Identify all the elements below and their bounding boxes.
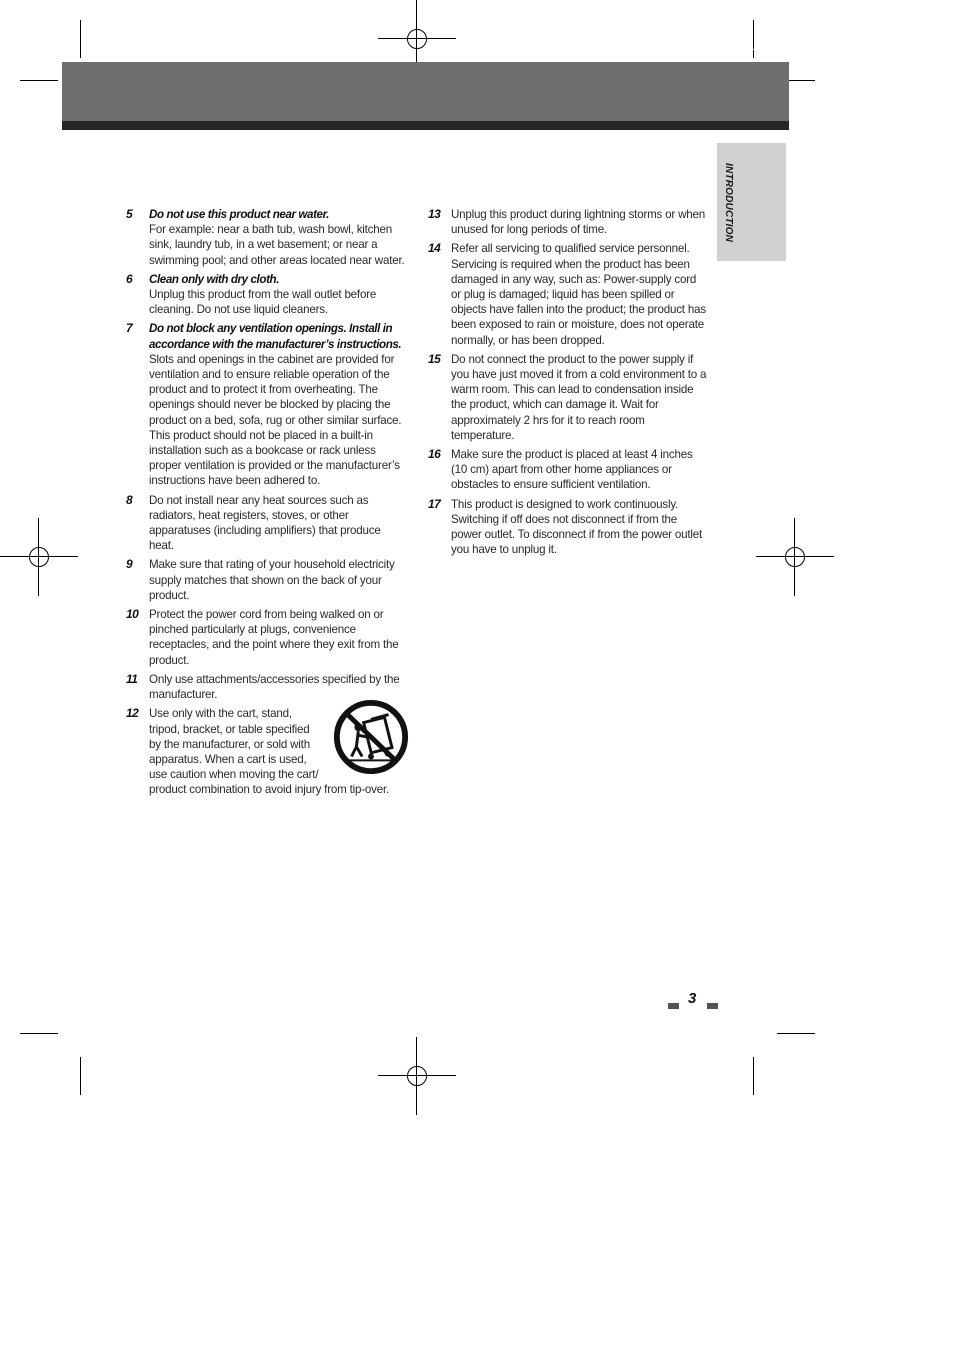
item-text: Do not install near any heat sources such as radiators, heat registers, stoves, or other apparatuses (including amplifiers) that produce heat.: [149, 493, 381, 553]
header-stripe: [62, 121, 789, 130]
chapter-tab-label: INTRODUCTION: [723, 163, 734, 243]
safeguard-item: [428, 207, 708, 237]
section-title: Important Safeguards: [742, 43, 871, 58]
safeguard-item: [126, 493, 406, 554]
page-number-marker: [707, 1003, 718, 1009]
crop-mark: [80, 1057, 81, 1095]
safeguard-item: [126, 557, 406, 603]
safeguard-item: [428, 241, 708, 347]
right-column: [428, 207, 708, 561]
item-number: 7: [126, 321, 133, 336]
item-text: For example: near a bath tub, wash bowl, kitchen sink, laundry tub, in a wet basement; or near a swimming pool; and other areas located near water.: [149, 223, 405, 267]
crop-mark: [20, 1033, 58, 1034]
item-text: Do not connect the product to the power supply if you have just moved it from a cold environment to a warm room. This can lead to condensation inside the product, which can damage it. Wait for approximately 2 hrs for it to reach room temperature.: [451, 352, 707, 442]
safeguard-item: [126, 706, 406, 797]
registration-mark: [756, 518, 834, 596]
item-number: 16: [428, 447, 441, 462]
header-band: [62, 62, 789, 130]
item-number: 11: [126, 671, 138, 686]
item-text: Use only with the cart, stand, tripod, bracket, or table specified by the manufacturer, or sold with apparatus. When a cart is used, use caution when moving the cart/ product combination to avoid injury from tip-over.: [149, 707, 390, 797]
cart-tip-over-warning-icon: [332, 698, 410, 776]
page-number-marker: [668, 1003, 679, 1009]
item-number: 8: [126, 492, 133, 507]
safeguard-item: [126, 272, 406, 318]
item-text: Unplug this product from the wall outlet before cleaning. Do not use liquid cleaners.: [149, 288, 377, 317]
registration-mark: [378, 1037, 456, 1115]
item-number: 9: [126, 557, 133, 572]
page-number: 3: [688, 990, 697, 1007]
safeguard-item: [126, 321, 406, 488]
crop-mark: [777, 1033, 815, 1034]
item-heading: Do not use this product near water.: [149, 208, 329, 221]
safeguard-item: [428, 497, 708, 558]
safeguard-item: [428, 352, 708, 443]
item-number: 15: [428, 351, 441, 366]
item-text: Make sure that rating of your household electricity supply matches that shown on the back of your product.: [149, 558, 395, 602]
item-number: 5: [126, 207, 133, 221]
safeguard-item: [126, 607, 406, 668]
item-text: Protect the power cord from being walked on or pinched particularly at plugs, convenience receptacles, and the point where they exit from the product.: [149, 608, 399, 667]
item-number: 10: [126, 607, 139, 622]
item-text: Unplug this product during lightning storms or when unused for long periods of time.: [451, 208, 706, 237]
crop-mark: [20, 80, 58, 81]
item-heading: Clean only with dry cloth.: [149, 272, 280, 286]
item-text: Make sure the product is placed at least 4 inches (10 cm) apart from other home appliances or obstacles to ensure sufficient ventilation.: [451, 448, 693, 492]
item-text: Refer all servicing to qualified service personnel. Servicing is required when the product has been damaged in any way, such as: Power-supply cord or plug is damaged; liquid has been spilled or objects have fallen into the product; the product has been exposed to rain or moisture, does not operate normally, or has been dropped.: [451, 242, 706, 347]
item-number: 6: [126, 271, 133, 286]
item-text: Slots and openings in the cabinet are provided for ventilation and to ensure reliable operation of the product and to protect it from overheating. The openings should never be blocked by placing the product on a bed, sofa, rug or other similar surface. This product should not be placed in a built-in installation such as a bookcase or rack unless proper ventilation is provided or the manufacturer’s instructions have been adhered to.: [149, 352, 402, 488]
item-number: 13: [428, 207, 441, 221]
left-column: [126, 207, 406, 802]
item-number: 14: [428, 241, 441, 256]
item-number: 12: [126, 706, 139, 721]
item-text: Only use attachments/accessories specified by the manufacturer.: [149, 672, 400, 702]
safeguard-item: [428, 447, 708, 493]
item-heading: Do not block any ventilation openings. Install in accordance with the manufacturer’s instructions.: [149, 322, 402, 351]
crop-mark: [753, 1057, 754, 1095]
registration-mark: [0, 518, 78, 596]
crop-mark: [80, 20, 81, 58]
safeguard-item: [126, 207, 406, 268]
item-text: This product is designed to work continuously. Switching if off does not disconnect if from the power outlet. To disconnect if from the power outlet you have to unplug it.: [451, 497, 703, 557]
item-number: 17: [428, 496, 441, 511]
